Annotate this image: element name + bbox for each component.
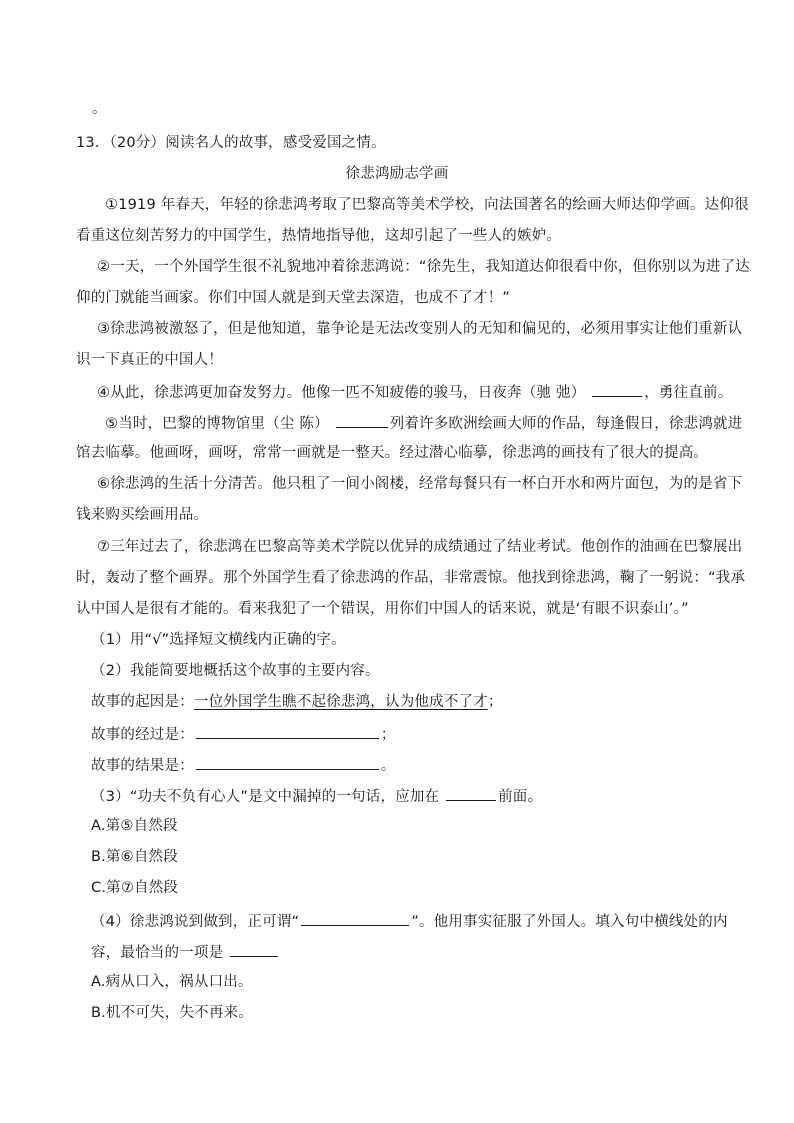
story-result-row [91, 754, 396, 776]
passage-title: 徐悲鸿励志学画 [345, 166, 449, 182]
question-3-blank[interactable] [446, 785, 496, 801]
result-label: 故事的结果是： [91, 758, 194, 774]
process-end: ； [380, 727, 396, 743]
paragraph-7-line-1: ⑦三年过去了，徐悲鸿在巴黎高等美术学院以优异的成绩通过了结业考试。他创作的油画在巴黎展出 [97, 539, 743, 555]
paragraph-5-line-2: 馆去临摹。他画呀，画呀，常常一画就是一整天。经过潜心临摹，徐悲鸿的画技有了很大的提高。 [76, 445, 709, 461]
question-4-answer-blank[interactable] [230, 941, 278, 957]
paragraph-3-line-2: 识一下真正的中国人！ [76, 352, 223, 368]
paragraph-4-part-a: ④从此，徐悲鸿更加奋发努力。他像一匹不知疲倦的骏马，日夜奔（驰 弛） [97, 385, 586, 401]
question-2: （2）我能简要地概括这个故事的主要内容。 [91, 663, 380, 679]
question-3-option-b: B.第⑥自然段 [91, 849, 178, 865]
question-4-option-a: A.病从口入，祸从口出。 [91, 974, 253, 990]
question-4-line-1 [91, 910, 728, 932]
cause-answer: 一位外国学生瞧不起徐悲鸿，认为他成不了才 [193, 694, 488, 710]
paragraph-7-line-3: 认中国人是很有才能的。看来我犯了一个错误，用你们中国人的话来说，就是‘有眼不识泰山’。” [76, 601, 689, 617]
paragraph-6-line-1: ⑥徐悲鸿的生活十分清苦。他只租了一间小阁楼，经常每餐只有一杯白开水和两片面包，为的是省下 [97, 476, 743, 492]
question-4-line-2-text: 容，最恰当的一项是 [91, 945, 224, 961]
question-4-option-b: B.机不可失，失不再来。 [91, 1005, 253, 1021]
paragraph-3-line-1: ③徐悲鸿被激怒了，但是他知道，靠争论是无法改变别人的无知和偏见的，必须用事实让他们重新认 [97, 321, 743, 337]
cause-label: 故事的起因是： [91, 694, 194, 710]
fill-blank-1[interactable] [592, 381, 642, 397]
paragraph-4 [97, 381, 732, 403]
paragraph-4-part-b: ，勇往直前。 [644, 385, 733, 401]
paragraph-5-line-1 [105, 412, 742, 434]
paragraph-2-line-2: 仰的门就能当画家。你们中国人就是到天堂去深造，也成不了才！” [76, 290, 511, 306]
fill-blank-2[interactable] [336, 412, 388, 428]
paragraph-6-line-2: 钱来购买绘画用品。 [76, 507, 209, 523]
paragraph-7-line-2: 时，轰动了整个画界。那个外国学生看了徐悲鸿的作品，非常震惊。他找到徐悲鸿，鞠了一躬说：“我承 [76, 570, 746, 586]
process-answer-blank[interactable] [196, 723, 379, 739]
story-process-row [91, 723, 396, 745]
paragraph-2-line-1: ②一天，一个外国学生很不礼貌地冲着徐悲鸿说：“徐先生，我知道达仰很看中你，但你别以为进了达 [97, 259, 751, 275]
question-1: （1）用“√”选择短文横线内正确的字。 [91, 632, 346, 648]
process-label: 故事的经过是： [91, 727, 194, 743]
paragraph-1-line-1: ①1919 年春天，年轻的徐悲鸿考取了巴黎高等美术学校，向法国著名的绘画大师达仰学画。达仰很 [105, 197, 749, 213]
paragraph-5-part-a: ⑤当时，巴黎的博物馆里（尘 陈） [105, 416, 329, 432]
question-3-option-a: A.第⑤自然段 [91, 818, 178, 834]
paragraph-1-line-2: 看重这位刻苦努力的中国学生，热情地指导他，这却引起了一些人的嫉妒。 [76, 228, 562, 244]
question-4-blank[interactable] [301, 910, 409, 926]
result-end: 。 [380, 758, 396, 774]
story-cause-row [91, 692, 503, 712]
question-4-part-a: （4）徐悲鸿说到做到，正可谓“ [91, 914, 300, 930]
cause-end: ； [487, 694, 503, 710]
question-4-line-2 [91, 941, 280, 963]
question-4-part-b: ”。他用事实征服了外国人。填入句中横线处的内 [411, 914, 728, 930]
question-3-option-c: C.第⑦自然段 [91, 880, 179, 896]
question-3-part-b: 前面。 [498, 789, 543, 805]
result-answer-blank[interactable] [196, 754, 379, 770]
top-mark: 。 [92, 101, 107, 117]
paragraph-5-part-b: 列着许多欧洲绘画大师的作品，每逢假日，徐悲鸿就进 [389, 416, 743, 432]
question-3-part-a: （3）“功夫不负有心人”是文中漏掉的一句话，应加在 [91, 789, 440, 805]
question-3 [91, 785, 542, 807]
question-header: 13．（20分）阅读名人的故事，感受爱国之情。 [76, 135, 386, 151]
